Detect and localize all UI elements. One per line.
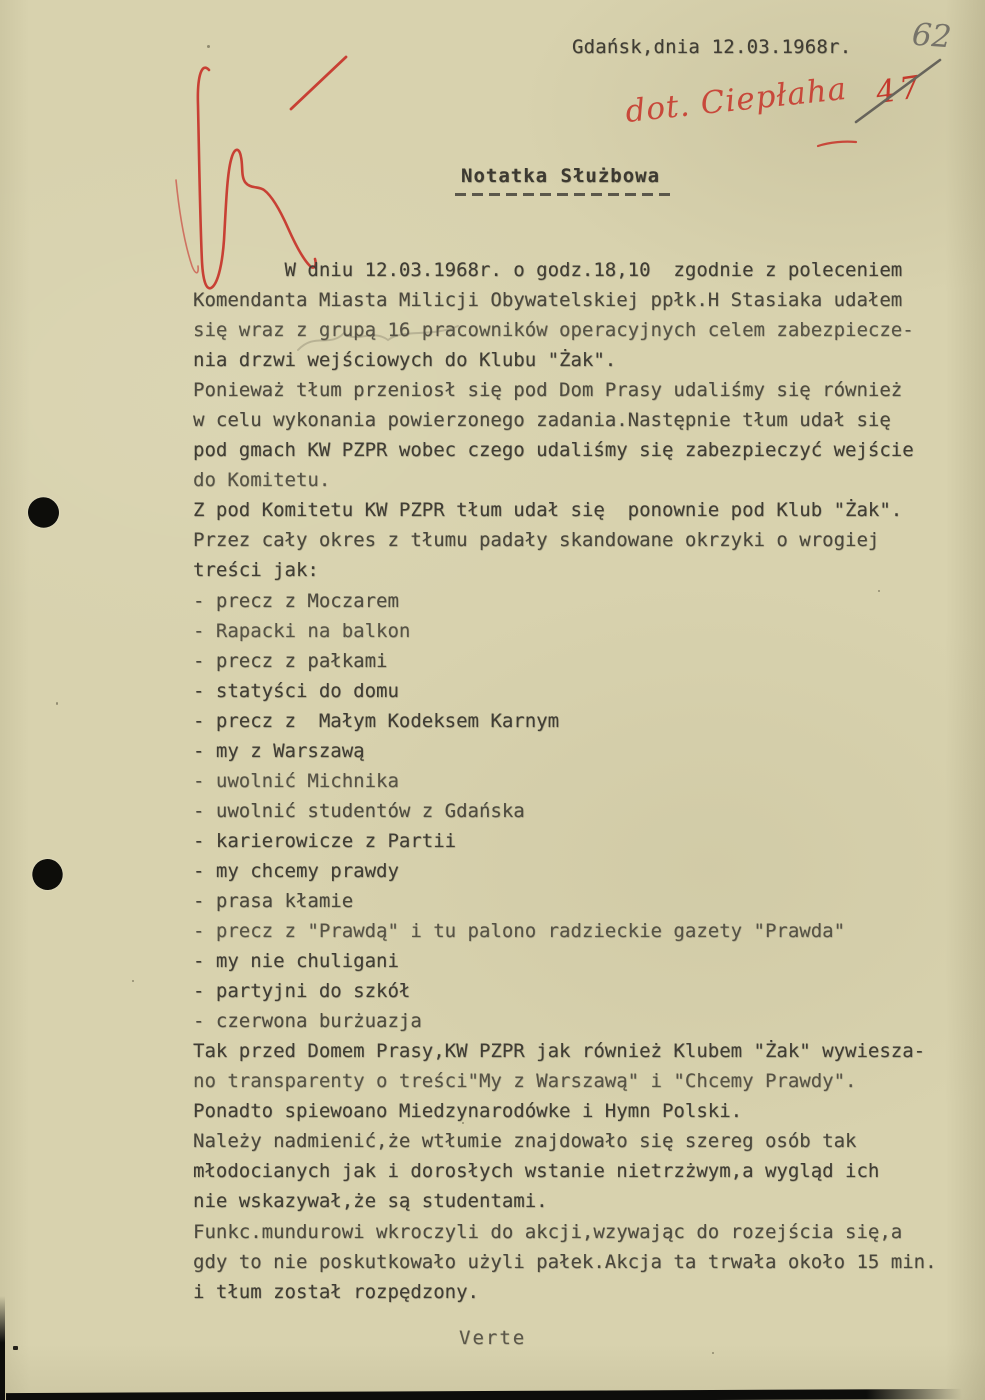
text-line: pod gmach KW PZPR wobec czego udaliśmy się zabezpieczyć wejście <box>193 439 914 462</box>
text-line: w celu wykonania powierzonego zadania.Następnie tłum udał się <box>193 409 891 432</box>
paper-speck <box>13 1346 18 1350</box>
hole-punch-top <box>26 495 62 530</box>
scan-edge-bar <box>6 1389 962 1400</box>
text-line: Ponieważ tłum przeniosł się pod Dom Prasy udaliśmy się również <box>193 379 903 402</box>
crossed-out-number: 47 <box>873 68 926 112</box>
text-line: no transparenty o treści"My z Warszawą" i "Chcemy Prawdy". <box>193 1070 857 1093</box>
text-line: i tłum został rozpędzony. <box>193 1280 479 1303</box>
text-line: - my chcemy prawdy <box>193 859 399 882</box>
paper-speck <box>207 45 210 48</box>
text-line: się wraz z grupą 16 pracowników operacyjnych celem zabezpiecze- <box>193 319 914 342</box>
hole-punch-bottom <box>31 857 64 891</box>
text-line: - karierowicze z Partii <box>193 829 457 852</box>
text-line: W dniu 12.03.1968r. o godz.18,10 zgodnie z poleceniem <box>193 259 903 281</box>
text-line: - statyści do domu <box>193 679 399 702</box>
paper-speck <box>132 980 134 982</box>
dateline: Gdańsk,dnia 12.03.1968r. <box>572 36 852 58</box>
text-line: Z pod Komitetu KW PZPR tłum udał się ponownie pod Klub "Żak". <box>193 499 903 522</box>
text-line: Funkc.mundurowi wkroczyli do akcji,wzywając do rozejścia się,a <box>193 1220 903 1243</box>
text-line: Ponadto spiewoano Miedzynarodówke i Hymn Polski. <box>193 1100 743 1123</box>
document-title: Notatka Służbowa <box>461 165 661 187</box>
red-pen-diagonal <box>291 57 346 109</box>
red-handwritten-note: dot. Ciepłaha <box>623 70 849 130</box>
paper-speck <box>630 262 632 264</box>
verte-note: Verte <box>459 1327 527 1349</box>
text-line: Komendanta Miasta Milicji Obywatelskiej ppłk.H Stasiaka udałem <box>193 289 903 312</box>
text-line: młodocianych jak i dorosłych wstanie nietrzżwym,a wygląd ich <box>193 1160 880 1183</box>
text-line: - uwolnić studentów z Gdańska <box>193 799 525 822</box>
text-line: - precz z Moczarem <box>193 589 399 612</box>
text-line: - my nie chuligani <box>193 950 399 973</box>
paper-speck <box>712 1352 714 1354</box>
paper-speck <box>462 1122 464 1124</box>
text-line: - partyjni do szkół <box>193 980 411 1003</box>
text-line: treści jak: <box>193 559 319 582</box>
text-line: - czerwona burżuazja <box>193 1010 422 1033</box>
document-body <box>193 255 973 1307</box>
paper-speck <box>56 702 58 705</box>
title-underline <box>455 193 676 196</box>
text-line: - prasa kłamie <box>193 889 354 912</box>
text-line: nie wskazywał,że są studentami. <box>193 1190 548 1213</box>
text-line: do Komitetu. <box>193 469 331 492</box>
text-line: Przez cały okres z tłumu padały skandowane okrzyki o wrogiej <box>193 529 880 552</box>
text-line: - my z Warszawą <box>193 739 365 762</box>
text-line: Tak przed Domem Prasy,KW PZPR jak również Klubem "Żak" wywiesza- <box>193 1040 926 1063</box>
text-line: - uwolnić Michnika <box>193 769 399 792</box>
pencil-page-number: 62 <box>910 16 953 56</box>
paper-speck <box>878 590 880 592</box>
scan-edge-left <box>0 1296 5 1400</box>
red-pen-dash <box>818 142 856 146</box>
text-line: gdy to nie poskutkowało użyli pałek.Akcja ta trwała około 15 min. <box>193 1250 937 1273</box>
text-line: - precz z pałkami <box>193 649 388 672</box>
text-line: - precz z Małym Kodeksem Karnym <box>193 709 560 732</box>
text-line: - precz z "Prawdą" i tu palono radzieckie gazety "Prawda" <box>193 920 846 943</box>
text-line: - Rapacki na balkon <box>193 619 411 642</box>
text-line: nia drzwi wejściowych do Klubu "Żak". <box>193 349 617 372</box>
text-line: Należy nadmienić,że wtłumie znajdowało się szereg osób tak <box>193 1130 857 1153</box>
